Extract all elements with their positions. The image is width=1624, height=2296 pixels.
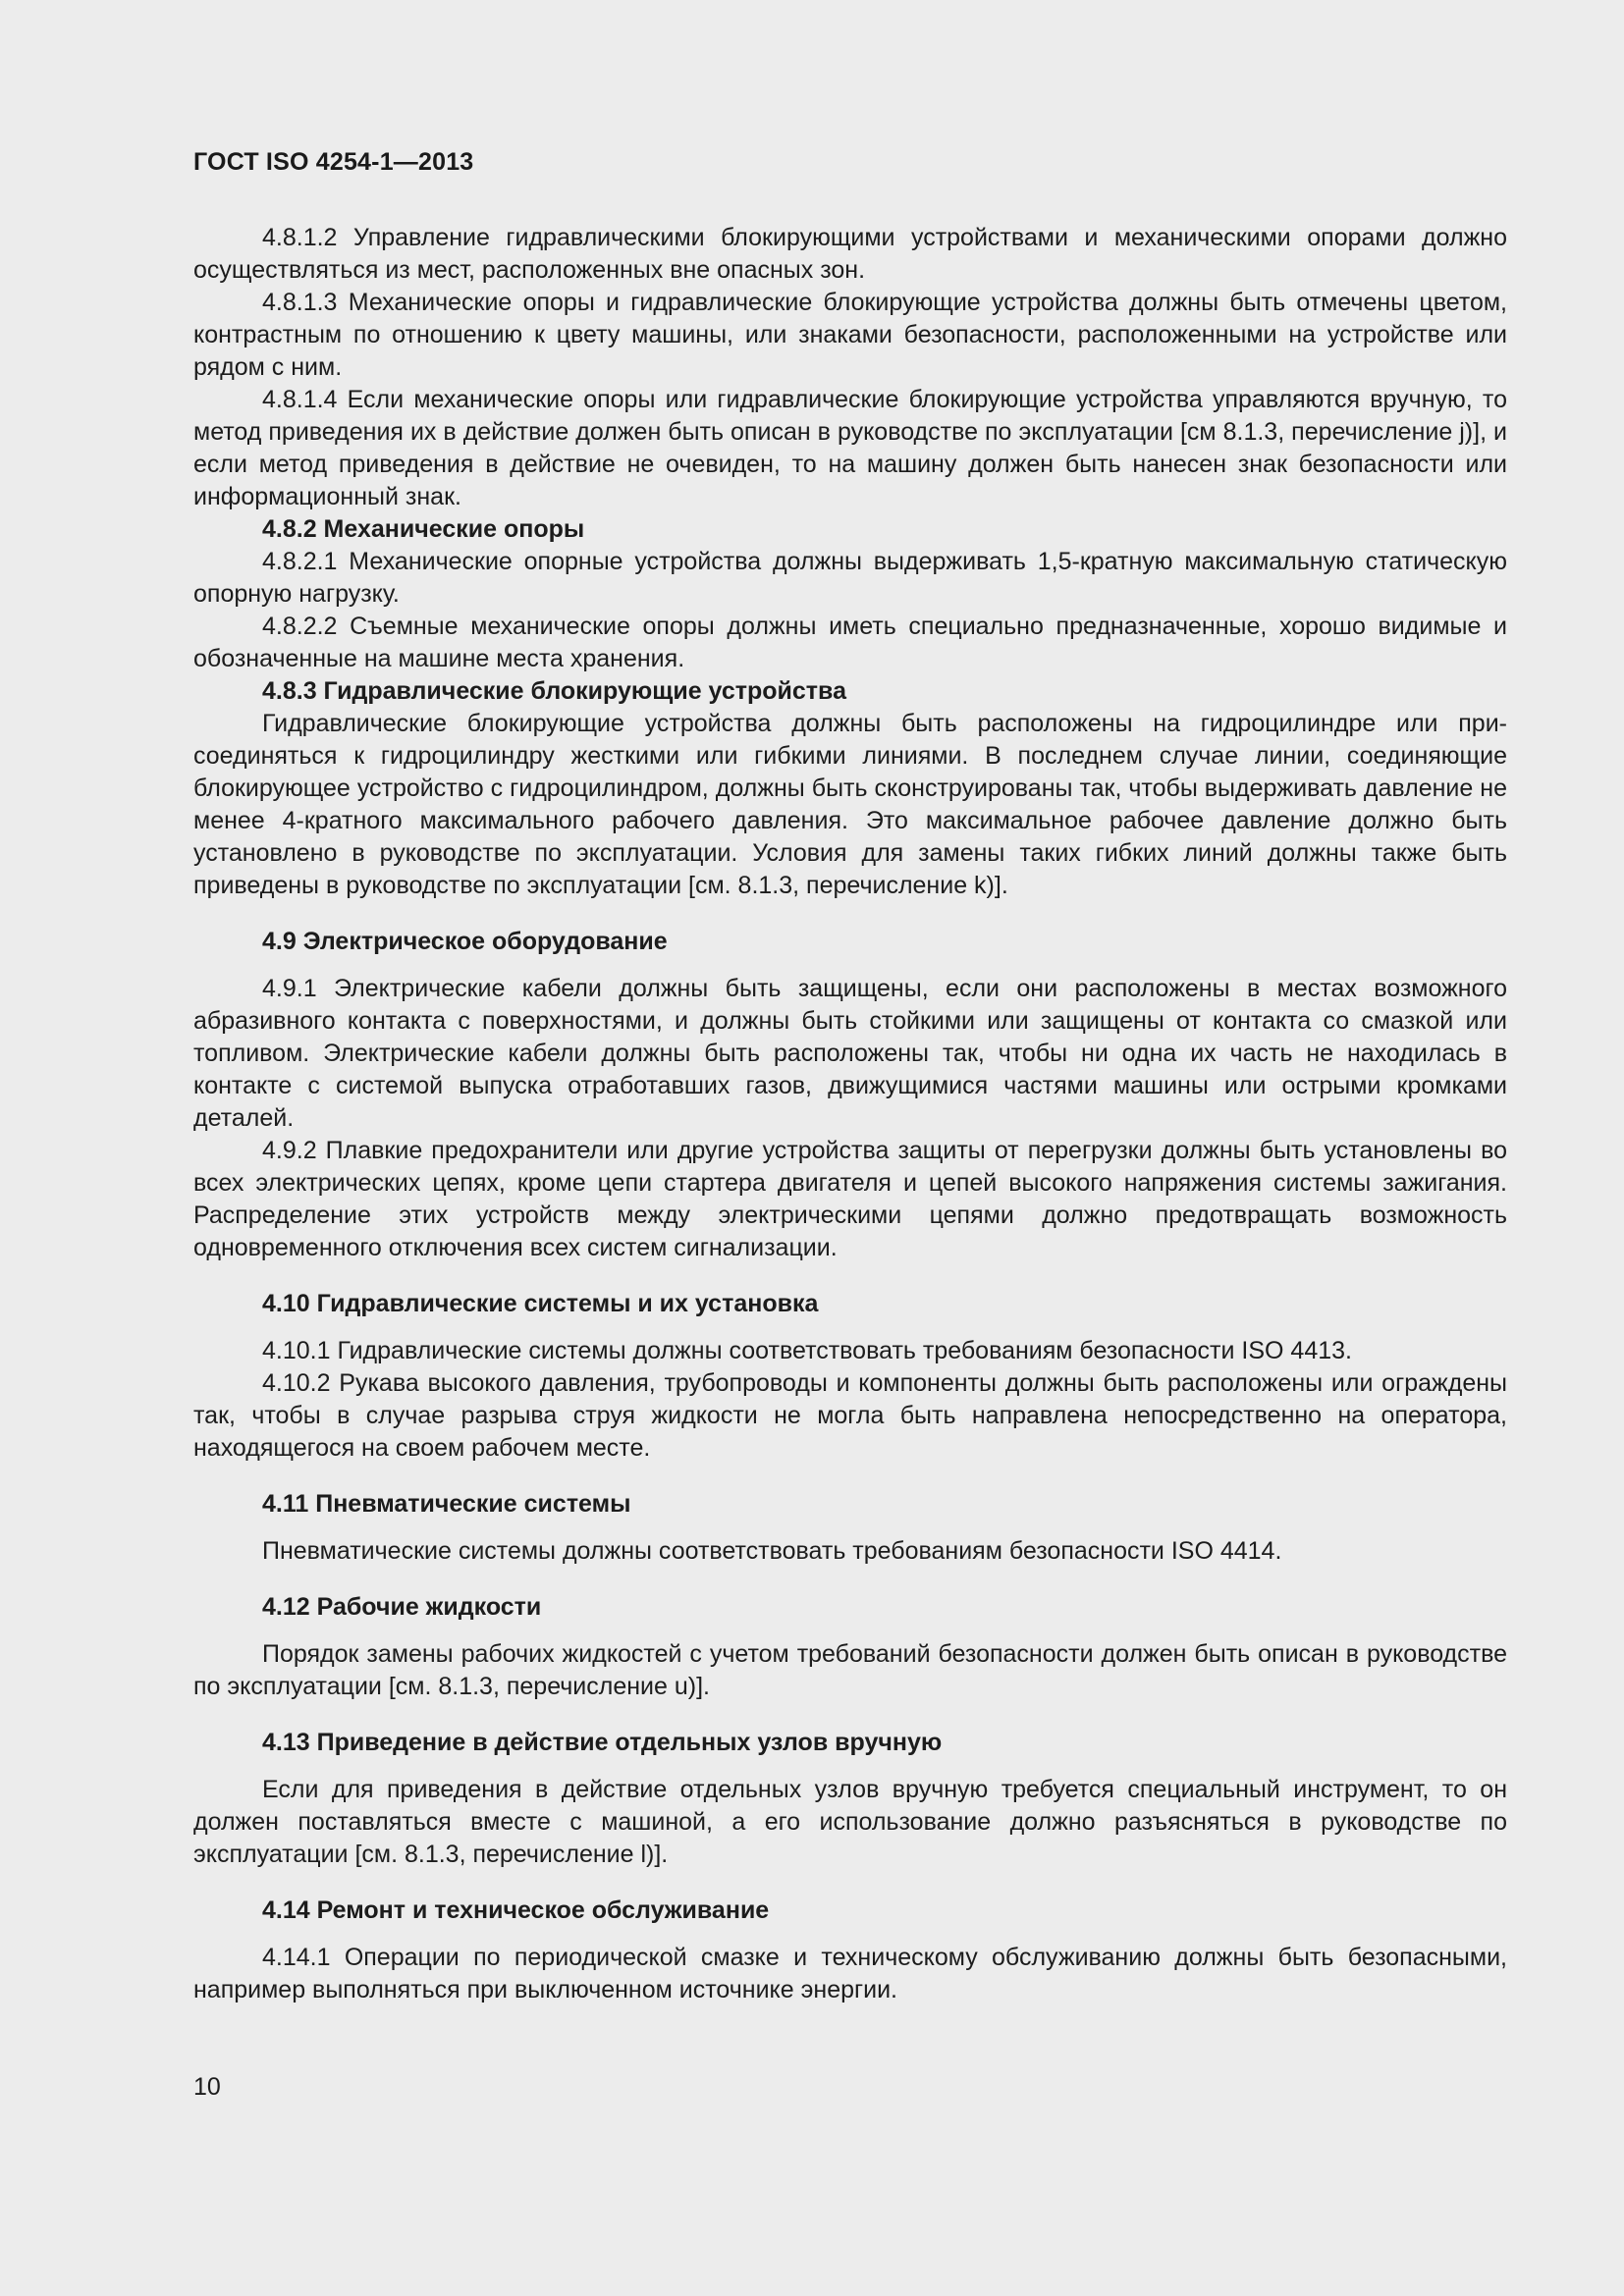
- document-body: [193, 222, 1507, 2006]
- heading-4-8-3: 4.8.3 Гидравлические блокирующие устройства: [262, 677, 846, 705]
- paragraph-4-10-1: 4.10.1 Гидравлические системы должны соответствовать требованиям безопасности ISO 4413.: [262, 1337, 1352, 1364]
- heading-4-8-2: 4.8.2 Механические опоры: [262, 515, 585, 543]
- heading-4-10: 4.10 Гидравлические системы и их установка: [262, 1290, 819, 1317]
- paragraph-4-11: Пневматические системы должны соответствовать требованиям безопасности ISO 4414.: [262, 1537, 1282, 1565]
- paragraph-4-13: Если для приведения в действие отдельных узлов вручную требуется специальный инструмент, то он должен поставляться вместе с машиной, а его использование должно разъясняться в руководстве по эксплуатации [см. 8.1.3, перечисление l)].: [193, 1776, 1507, 1868]
- standard-header: ГОСТ ISO 4254-1—2013: [193, 148, 474, 176]
- paragraph-4-9-1: 4.9.1 Электрические кабели должны быть защищены, если они расположены в местах возможного абразивного контакта с поверхностями, и должны быть стойкими или защищены от контакта со смазкой или топливом. Электрические кабели должны быть расположены так, чтобы ни одна их часть не находилась в контакте с системой выпуска отработавших газов, движущимися частями машины или острыми кромками деталей.: [193, 975, 1507, 1132]
- paragraph-4-9-2: 4.9.2 Плавкие предохранители или другие устройства защиты от перегрузки должны быть установлены во всех электрических цепях, кроме цепи стартера двигателя и цепей высокого напряжения системы зажигания. Распределение этих устройств между электрическими цепями должно предотвращать возможность одновременного отключения всех систем сигнализации.: [193, 1137, 1507, 1261]
- heading-4-12: 4.12 Рабочие жидкости: [262, 1593, 542, 1621]
- heading-4-13: 4.13 Приведение в действие отдельных узлов вручную: [262, 1729, 943, 1756]
- paragraph-4-8-1-4: 4.8.1.4 Если механические опоры или гидравлические блокирующие устройства управляются вручную, то метод приведения их в действие должен быть описан в руководстве по эксплуатации [см 8.1.3, перечисление j)], и если метод приведения в действие не очевиден, то на машину должен быть нанесен знак безопасности или информационный знак.: [193, 386, 1507, 510]
- paragraph-4-8-1-3: 4.8.1.3 Механические опоры и гидравлические блокирующие устройства должны быть отмечены цветом, контрастным по отношению к цвету машины, или знаками безопасности, расположенными на устройстве или рядом с ним.: [193, 289, 1507, 381]
- paragraph-4-8-3: Гидравлические блокирующие устройства должны быть расположены на гидроцилиндре или присоединяться к гидроцилиндру жесткими или гибкими линиями. В последнем случае линии, соединяющие блокирующее устройство с гидроцилиндром, должны быть сконструированы так, чтобы выдерживать давление не менее 4-кратного максимального рабочего давления. Это максимальное рабочее давление должно быть установлено в руководстве по эксплуатации. Условия для замены таких гибких линий должны также быть приведены в руководстве по эксплуатации [см. 8.1.3, перечисление k)].: [193, 710, 1507, 899]
- paragraph-4-8-1-2: 4.8.1.2 Управление гидравлическими блокирующими устройствами и механическими опорами должно осуществляться из мест, расположенных вне опасных зон.: [193, 224, 1507, 284]
- heading-4-14: 4.14 Ремонт и техническое обслуживание: [262, 1896, 770, 1924]
- page-number: 10: [193, 2073, 221, 2101]
- heading-4-9: 4.9 Электрическое оборудование: [262, 928, 668, 955]
- paragraph-4-8-2-1: 4.8.2.1 Механические опорные устройства должны выдерживать 1,5-кратную максимальную статическую опорную нагрузку.: [193, 548, 1507, 608]
- paragraph-4-10-2: 4.10.2 Рукава высокого давления, трубопроводы и компоненты должны быть расположены или ограждены так, чтобы в случае разрыва струя жидкости не могла быть направлена непосредственно на оператора, находящегося на своем рабочем месте.: [193, 1369, 1507, 1462]
- paragraph-4-12: Порядок замены рабочих жидкостей с учетом требований безопасности должен быть описан в руководстве по эксплуатации [см. 8.1.3, перечисление u)].: [193, 1640, 1507, 1700]
- paragraph-4-8-2-2: 4.8.2.2 Съемные механические опоры должны иметь специально предназначенные, хорошо видимые и обозначенные на машине места хранения.: [193, 613, 1507, 672]
- heading-4-11: 4.11 Пневматические системы: [262, 1490, 631, 1518]
- paragraph-4-14-1: 4.14.1 Операции по периодической смазке и техническому обслуживанию должны быть безопасными, например выполняться при выключенном источнике энергии.: [193, 1944, 1507, 2003]
